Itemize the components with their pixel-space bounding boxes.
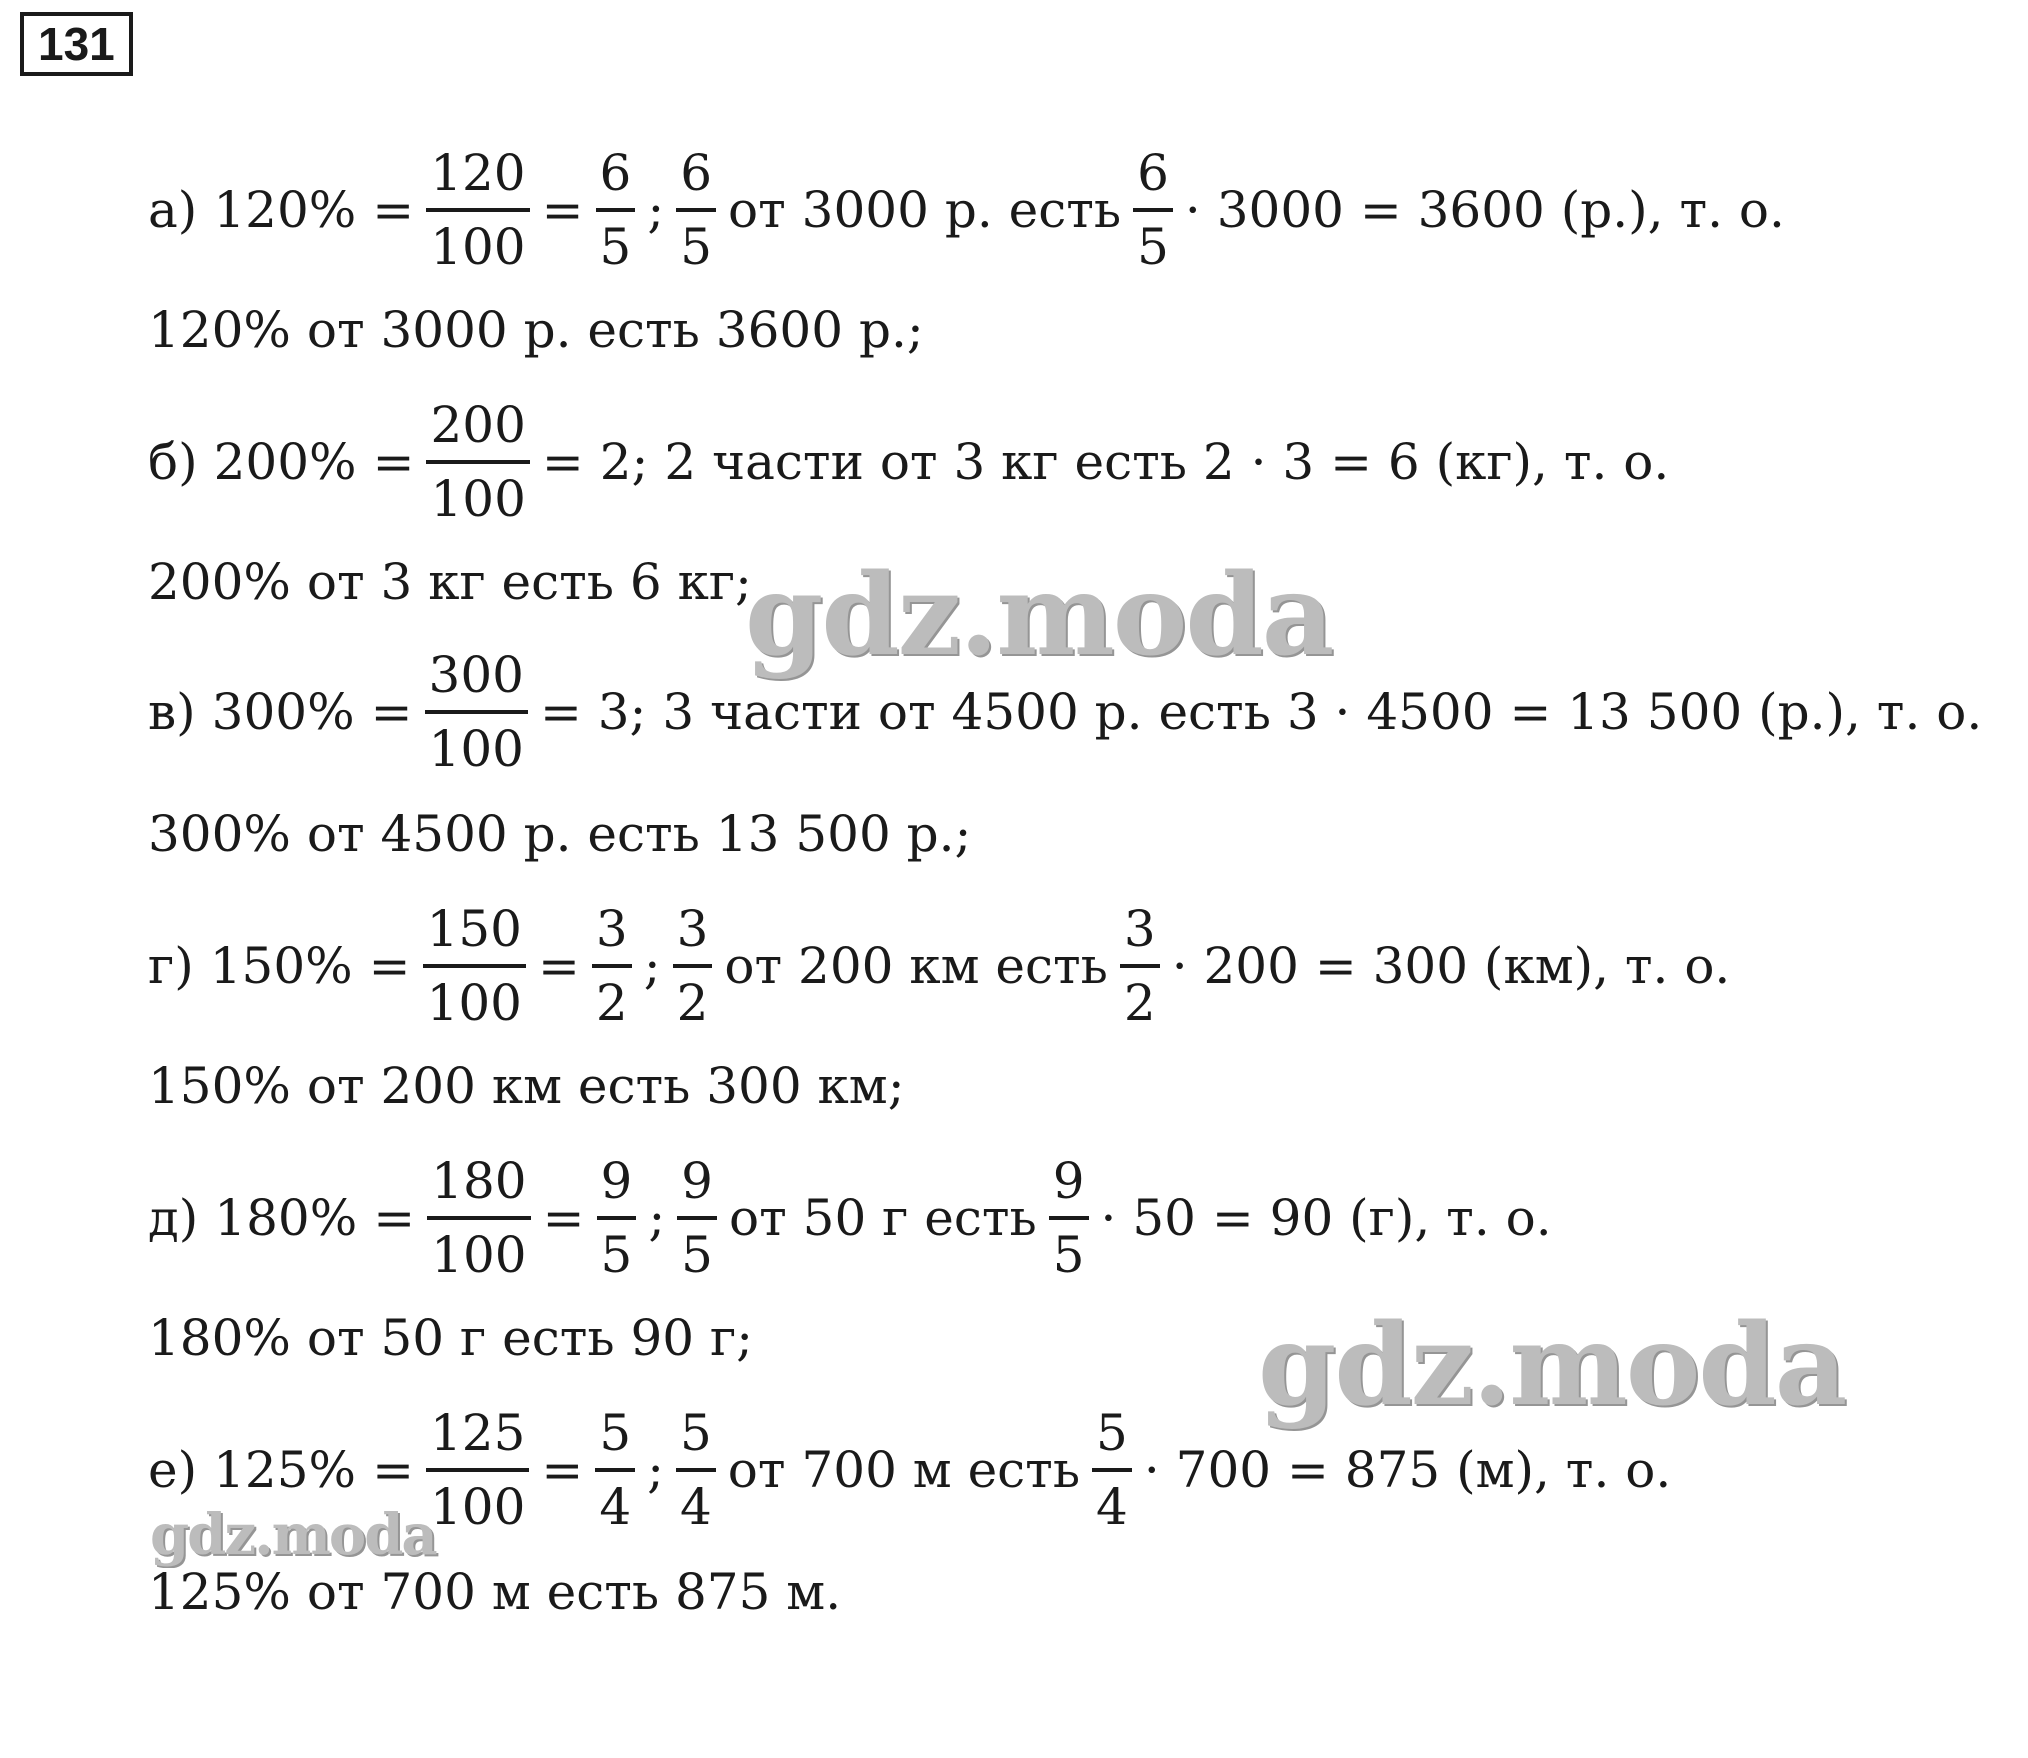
- row-percent: 200%: [213, 433, 357, 491]
- numerator: 125: [429, 1404, 526, 1462]
- numerator: 6: [1137, 144, 1169, 202]
- row-a: а) 120% = $\frac{120}{100}$ = $\frac{6}{5}$ ; $\frac{6}{5}$ от 3000 р. есть $\frac{6}{5}$ · 3000 = 3600 (р.), т. о.: [148, 140, 1785, 280]
- denominator: 4: [599, 1478, 632, 1536]
- conclusion-g: 150% от 200 км есть 300 км;: [148, 1057, 905, 1115]
- numerator: 200: [430, 396, 526, 454]
- denominator: 100: [430, 470, 526, 528]
- numerator: 3: [595, 900, 628, 958]
- row-percent: 150%: [209, 937, 353, 995]
- row-tail: · 3000 = 3600 (р.), т. о.: [1184, 181, 1785, 239]
- row-letter: б): [148, 433, 198, 491]
- denominator: 2: [676, 974, 709, 1032]
- fraction-multiplier: [1120, 894, 1160, 1038]
- numerator: 9: [600, 1152, 633, 1210]
- fraction-multiplier: [1092, 1398, 1132, 1542]
- denominator: 5: [1052, 1226, 1085, 1284]
- denominator: 5: [599, 218, 632, 276]
- conclusion-b: 200% от 3 кг есть 6 кг;: [148, 553, 752, 611]
- denominator: 5: [681, 1226, 713, 1284]
- row-result: = 2;: [541, 433, 649, 491]
- denominator: 4: [1096, 1478, 1128, 1536]
- row-tail: · 50 = 90 (г), т. о.: [1100, 1189, 1552, 1247]
- row-b: б) 200% = $\frac{200}{100}$ = 2; 2 части от 3 кг есть 2 · 3 = 6 (кг), т. о.: [148, 392, 1669, 532]
- row-tail: 2 части от 3 кг есть 2 · 3 = 6 (кг), т. о.: [664, 433, 1670, 491]
- fraction-part: [676, 138, 716, 282]
- denominator: 100: [429, 1478, 526, 1536]
- fraction-percent: [426, 1398, 529, 1542]
- row-percent: 125%: [213, 1441, 357, 1499]
- numerator: 3: [676, 900, 709, 958]
- task-number-box: 131: [20, 12, 133, 76]
- fraction-part: [677, 1146, 717, 1290]
- row-text: от 3000 р. есть: [728, 181, 1122, 239]
- row-percent: 120%: [213, 181, 357, 239]
- numerator: 150: [426, 900, 522, 958]
- row-e: е) 125% = $\frac{125}{100}$ = $\frac{5}{4}$ ; $\frac{5}{4}$ от 700 м есть $\frac{5}{4}$ · 700 = 875 (м), т. о.: [148, 1400, 1671, 1540]
- denominator: 2: [595, 974, 628, 1032]
- denominator: 100: [431, 1226, 527, 1284]
- row-v: в) 300% = $\frac{300}{100}$ = 3; 3 части от 4500 р. есть 3 · 4500 = 13 500 (р.), т. о.: [148, 642, 1982, 782]
- fraction-reduced: [595, 1398, 635, 1542]
- row-tail: 3 части от 4500 р. есть 3 · 4500 = 13 500 (р.), т. о.: [662, 683, 1983, 741]
- fraction-percent: [423, 894, 526, 1038]
- numerator: 9: [681, 1152, 713, 1210]
- fraction-percent: [427, 1146, 530, 1290]
- denominator: 100: [430, 218, 526, 276]
- row-text: от 200 км есть: [724, 937, 1108, 995]
- denominator: 5: [600, 1226, 633, 1284]
- denominator: 4: [679, 1478, 712, 1536]
- numerator: 6: [599, 144, 632, 202]
- denominator: 100: [426, 974, 522, 1032]
- row-letter: д): [148, 1189, 199, 1247]
- numerator: 5: [599, 1404, 632, 1462]
- watermark-logo-small: gdz.moda: [150, 1502, 436, 1568]
- row-percent: 300%: [211, 683, 355, 741]
- row-result: = 3;: [539, 683, 647, 741]
- fraction-percent: [425, 640, 528, 784]
- row-d: д) 180% = $\frac{180}{100}$ = $\frac{9}{5}$ ; $\frac{9}{5}$ от 50 г есть $\frac{9}{5}$ · 50 = 90 (г), т. о.: [148, 1148, 1552, 1288]
- conclusion-v: 300% от 4500 р. есть 13 500 р.;: [148, 805, 972, 863]
- conclusion-d: 180% от 50 г есть 90 г;: [148, 1309, 754, 1367]
- fraction-multiplier: [1133, 138, 1173, 282]
- row-letter: г): [148, 937, 194, 995]
- row-g: г) 150% = $\frac{150}{100}$ = $\frac{3}{2}$ ; $\frac{3}{2}$ от 200 км есть $\frac{3}{2}$ · 200 = 300 (км), т. о.: [148, 896, 1730, 1036]
- row-percent: 180%: [214, 1189, 358, 1247]
- numerator: 120: [430, 144, 526, 202]
- row-letter: а): [148, 181, 198, 239]
- conclusion-a: 120% от 3000 р. есть 3600 р.;: [148, 301, 924, 359]
- numerator: 9: [1052, 1152, 1085, 1210]
- row-tail: · 700 = 875 (м), т. о.: [1143, 1441, 1672, 1499]
- denominator: 5: [680, 218, 713, 276]
- row-text: от 50 г есть: [728, 1189, 1037, 1247]
- row-letter: е): [148, 1441, 198, 1499]
- numerator: 300: [428, 646, 524, 704]
- watermark-logo: gdz.moda: [745, 550, 1333, 681]
- row-letter: в): [148, 683, 196, 741]
- denominator: 5: [1137, 218, 1169, 276]
- fraction-reduced: [597, 1146, 637, 1290]
- numerator: 180: [431, 1152, 527, 1210]
- watermark-logo: gdz.moda: [1258, 1300, 1846, 1431]
- numerator: 6: [680, 144, 713, 202]
- row-tail: · 200 = 300 (км), т. о.: [1171, 937, 1731, 995]
- numerator: 3: [1123, 900, 1156, 958]
- numerator: 5: [1096, 1404, 1128, 1462]
- denominator: 100: [428, 720, 524, 778]
- row-text: от 700 м есть: [727, 1441, 1081, 1499]
- fraction-part: [673, 894, 713, 1038]
- fraction-percent: [426, 138, 529, 282]
- fraction-percent: [426, 390, 529, 534]
- numerator: 5: [679, 1404, 712, 1462]
- fraction-reduced: [592, 894, 632, 1038]
- fraction-reduced: [596, 138, 636, 282]
- denominator: 2: [1123, 974, 1156, 1032]
- conclusion-e: 125% от 700 м есть 875 м.: [148, 1563, 842, 1621]
- fraction-part: [676, 1398, 716, 1542]
- fraction-multiplier: [1049, 1146, 1089, 1290]
